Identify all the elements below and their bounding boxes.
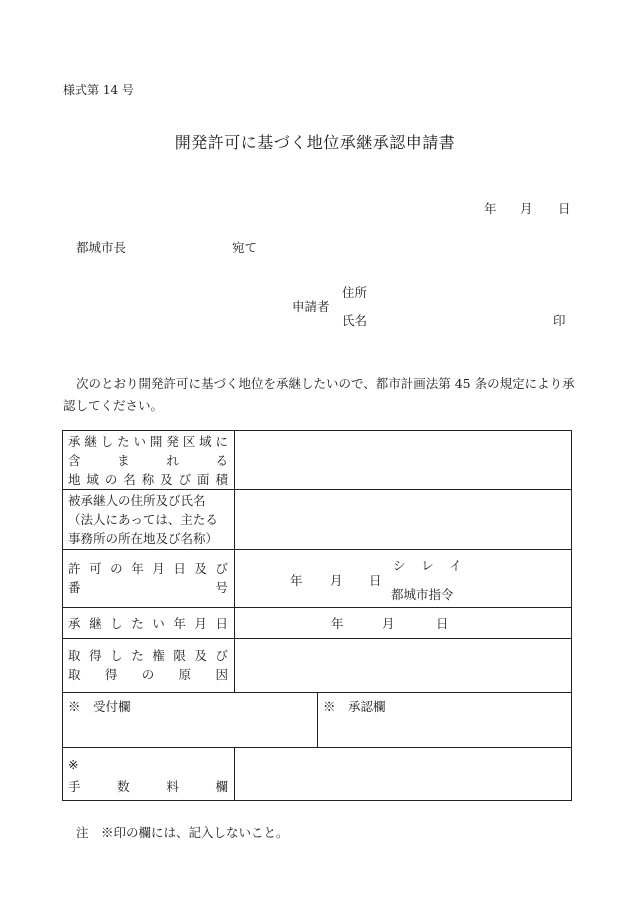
label-line: 取得の原因 [68, 667, 228, 682]
seal-mark: 印 [553, 313, 566, 328]
applicant-name-label: 氏名 [342, 313, 368, 328]
applicant-label: 申請者 [292, 299, 330, 314]
column-divider [317, 692, 318, 747]
shirei-furigana: シレイ [393, 558, 478, 573]
label-line: 取得した権限及び [68, 648, 228, 663]
label-line: 含まれる [68, 453, 228, 468]
body-text: 次のとおり開発許可に基づく地位を承継したいので、都市計画法第 45 条の規定により承認してください。 [63, 376, 575, 413]
rights-acquired-field[interactable] [235, 639, 571, 692]
document-title: 開発許可に基づく地位承継承認申請書 [174, 133, 456, 152]
fee-field[interactable] [235, 748, 571, 800]
recipient-atena: 宛て [232, 240, 258, 255]
succession-year-label: 年 [331, 616, 344, 631]
label-line: 承継したい開発区域に [68, 434, 228, 449]
footnote: 注 ※印の欄には、記入しないこと。 [76, 825, 289, 840]
recipient: 都城市長 [76, 240, 127, 255]
succession-area-field[interactable] [235, 431, 571, 489]
fee-mark: ※ [68, 757, 79, 772]
label-predecessor [68, 491, 228, 548]
succession-day-label: 日 [436, 616, 449, 631]
label-fee [68, 777, 228, 796]
date-day-label: 日 [558, 201, 571, 216]
reception-label: ※ 受付欄 [68, 699, 131, 714]
label-rights-acquired [68, 646, 228, 684]
succession-month-label: 月 [382, 616, 395, 631]
label-line: 手数料欄 [68, 779, 228, 794]
permit-year-label: 年 [290, 573, 303, 588]
succession-date-field[interactable] [235, 608, 571, 638]
approval-label: ※ 承認欄 [323, 699, 386, 714]
permit-month-label: 月 [330, 573, 343, 588]
permit-day-label: 日 [369, 573, 382, 588]
city-order-label: 都城市指令 [391, 587, 454, 602]
predecessor-field[interactable] [235, 490, 571, 549]
label-permit-date-number [68, 559, 228, 597]
label-line: 承継したい年月日 [68, 616, 228, 631]
date-month-label: 月 [520, 201, 533, 216]
label-line: （法人にあっては、主たる [68, 512, 218, 527]
applicant-address-label: 住所 [342, 285, 368, 300]
date-year-label: 年 [484, 201, 497, 216]
label-line: 番号 [68, 580, 228, 595]
label-succession-area [68, 432, 228, 489]
label-line: 被承継人の住所及び氏名 [68, 493, 206, 508]
label-line: 地域の名称及び面積 [68, 472, 228, 487]
label-line: 許可の年月日及び [68, 561, 228, 576]
label-line: 事務所の所在地及び名称） [68, 531, 219, 546]
label-succession-date [68, 614, 228, 633]
form-number: 様式第 14 号 [63, 83, 134, 97]
